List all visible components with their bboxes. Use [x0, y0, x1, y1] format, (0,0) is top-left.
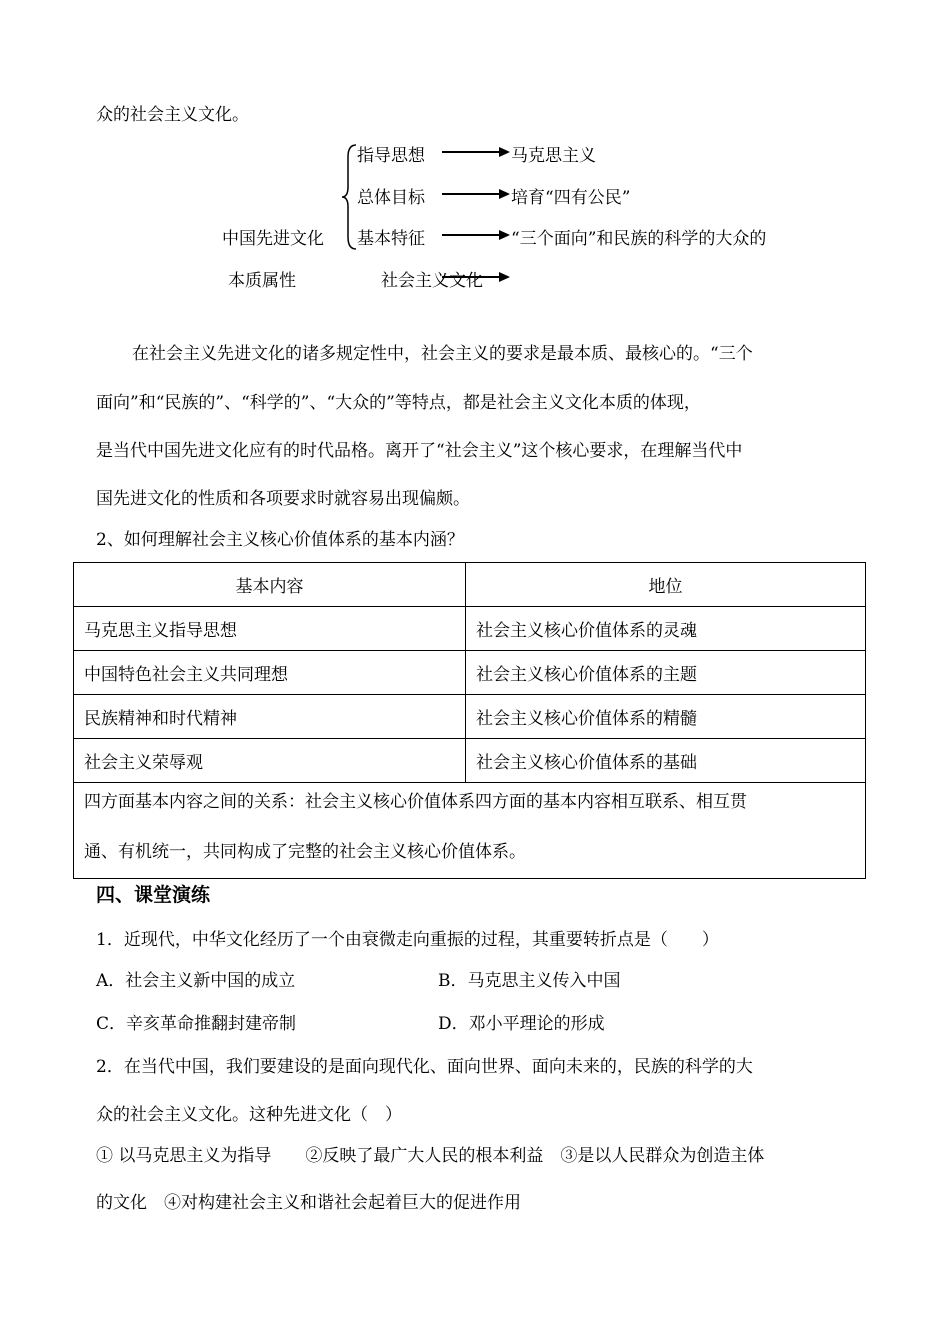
arrow-icon [442, 234, 508, 236]
relation-cell [74, 783, 866, 879]
table-cell: 马克思主义指导思想 [74, 607, 466, 651]
diagram-bottom-value: 社会主义文化 [381, 271, 483, 291]
paragraph-line: 国先进文化的性质和各项要求时就容易出现偏颇。 [96, 489, 470, 509]
relation-line: 四方面基本内容之间的关系：社会主义核心价值体系四方面的基本内容相互联系、相互贯 [84, 792, 747, 812]
arrow-icon [442, 193, 508, 195]
diagram-label-overall-goal: 总体目标 [357, 188, 425, 208]
core-values-table [73, 562, 866, 879]
arrow-icon [442, 151, 508, 153]
table-cell: 社会主义核心价值体系的基础 [466, 739, 866, 783]
question-2-heading: 2、如何理解社会主义核心价值体系的基本内涵？ [96, 530, 464, 550]
exercise-1-stem: 1．近现代，中华文化经历了一个由衰微走向重振的过程，其重要转折点是（ ） [96, 930, 719, 950]
table-row [74, 607, 866, 651]
intro-line: 众的社会主义文化。 [96, 105, 249, 125]
table-cell: 社会主义核心价值体系的灵魂 [466, 607, 866, 651]
table-row [74, 651, 866, 695]
exercise-2-options-line: ① 以马克思主义为指导 ②反映了最广大人民的根本利益 ③是以人民群众为创造主体 [96, 1146, 765, 1166]
paragraph-line: 是当代中国先进文化应有的时代品格。离开了“社会主义”这个核心要求，在理解当代中 [96, 441, 743, 461]
diagram-value-marxism: 马克思主义 [511, 146, 596, 166]
table-cell: 中国特色社会主义共同理想 [74, 651, 466, 695]
diagram-bottom-label: 本质属性 [228, 271, 296, 291]
exercise-1-option-b[interactable]: B．马克思主义传入中国 [438, 971, 621, 991]
section-title: 四、课堂演练 [96, 884, 211, 906]
table-header-cell: 地位 [466, 563, 866, 607]
diagram-value-four-have-citizens: 培育“四有公民” [511, 188, 631, 208]
table-cell: 社会主义核心价值体系的精髓 [466, 695, 866, 739]
table-cell: 民族精神和时代精神 [74, 695, 466, 739]
paragraph-line: 面向”和“民族的”、“科学的”、“大众的”等特点，都是社会主义文化本质的体现， [96, 393, 701, 413]
exercise-1-option-c[interactable]: C．辛亥革命推翻封建帝制 [96, 1014, 297, 1034]
table-header-row [74, 563, 866, 607]
exercise-1-option-d[interactable]: D．邓小平理论的形成 [438, 1014, 605, 1034]
exercise-2-options-line: 的文化 ④对构建社会主义和谐社会起着巨大的促进作用 [96, 1193, 521, 1213]
paragraph-line: 在社会主义先进文化的诸多规定性中，社会主义的要求是最本质、最核心的。“三个 [132, 344, 753, 364]
table-relation-row [74, 783, 866, 879]
diagram-label-guiding-thought: 指导思想 [357, 146, 425, 166]
table-cell: 社会主义核心价值体系的主题 [466, 651, 866, 695]
diagram-label-basic-features: 基本特征 [357, 229, 425, 249]
table-row [74, 695, 866, 739]
table-header-cell: 基本内容 [74, 563, 466, 607]
table-row [74, 739, 866, 783]
exercise-2-stem-line: 众的社会主义文化。这种先进文化（ ） [96, 1105, 402, 1125]
exercise-1-option-a[interactable]: A．社会主义新中国的成立 [96, 971, 296, 991]
table-cell: 社会主义荣辱观 [74, 739, 466, 783]
diagram-center-label: 中国先进文化 [222, 229, 324, 249]
exercise-2-stem-line: 2．在当代中国，我们要建设的是面向现代化、面向世界、面向未来的，民族的科学的大 [96, 1057, 753, 1077]
arrow-icon [442, 276, 508, 278]
diagram-value-three-orientations: “三个面向”和民族的科学的大众的 [511, 229, 767, 249]
relation-line: 通、有机统一，共同构成了完整的社会主义核心价值体系。 [84, 842, 526, 862]
